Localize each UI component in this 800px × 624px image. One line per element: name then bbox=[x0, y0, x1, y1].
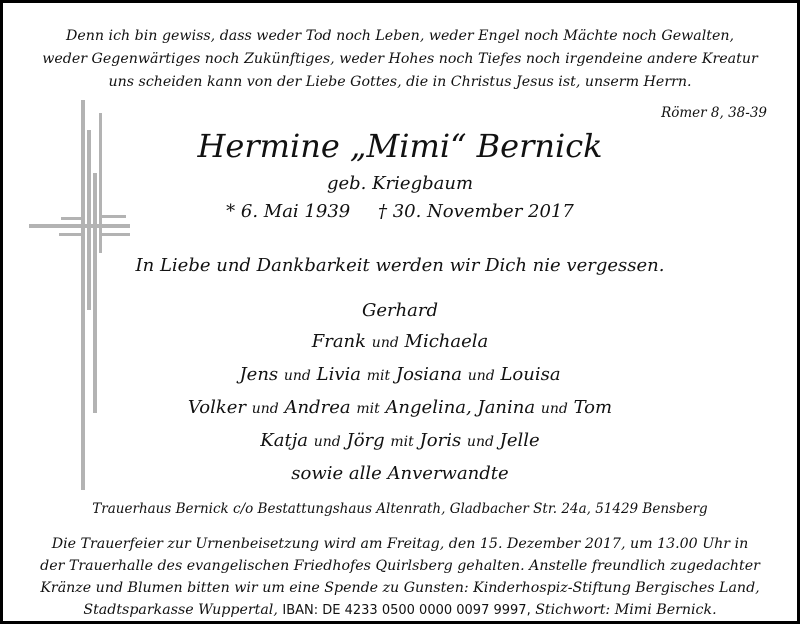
funeral-notice bbox=[17, 533, 783, 622]
family-member: Frank bbox=[311, 331, 367, 352]
family-conjunction: und bbox=[251, 401, 279, 417]
family-member: Volker bbox=[187, 397, 246, 418]
deceased-name: Hermine „Mimi“ Bernick bbox=[197, 127, 603, 165]
family-member: Louisa bbox=[500, 364, 561, 385]
tribute-text: In Liebe und Dankbarkeit werden wir Dich nie vergessen. bbox=[135, 255, 665, 276]
family-member: Michaela bbox=[404, 331, 489, 352]
family-member: Tom bbox=[573, 397, 613, 418]
family-conjunction: mit bbox=[366, 368, 391, 384]
family-conjunction: und bbox=[283, 368, 311, 384]
notice-line: der Trauerhalle des evangelischen Friedhofes Quirlsberg gehalten. Anstelle freundlich zugedachter bbox=[40, 558, 760, 574]
birth-name: geb. Kriegbaum bbox=[326, 173, 474, 194]
family-member: Josiana bbox=[395, 364, 462, 385]
notice-line bbox=[17, 599, 783, 622]
family-conjunction: und bbox=[467, 368, 495, 384]
life-dates bbox=[3, 201, 797, 222]
verse-line: weder Gegenwärtiges noch Zukünftiges, weder Hohes noch Tiefes noch irgendeine andere Kreatur bbox=[42, 51, 758, 67]
family-conjunction: und bbox=[313, 434, 341, 450]
birth-date: * 6. Mai 1939 bbox=[226, 201, 351, 222]
family-member: Gerhard bbox=[361, 300, 439, 321]
donation-keyword: Stichwort: Mimi Bernick. bbox=[530, 602, 717, 618]
verse-reference: Römer 8, 38-39 bbox=[661, 105, 767, 121]
family-member: Livia bbox=[316, 364, 361, 385]
family-row bbox=[3, 458, 797, 489]
family-member: Jörg bbox=[346, 430, 385, 451]
family-row bbox=[3, 295, 797, 326]
family-member: Jelle bbox=[499, 430, 540, 451]
family-row bbox=[3, 326, 797, 359]
family-conjunction: und bbox=[540, 401, 568, 417]
family-conjunction: und bbox=[371, 335, 399, 351]
mourning-address: Trauerhaus Bernick c/o Bestattungshaus Altenrath, Gladbacher Str. 24a, 51429 Bensberg bbox=[92, 501, 708, 517]
family-conjunction: und bbox=[466, 434, 494, 450]
family-member: Katja bbox=[260, 430, 309, 451]
iban: IBAN: DE 4233 0500 0000 0097 9997, bbox=[282, 603, 531, 618]
family-member: Andrea bbox=[284, 397, 351, 418]
family-row bbox=[3, 392, 797, 425]
verse-line: Denn ich bin gewiss, dass weder Tod noch Leben, weder Engel noch Mächte noch Gewalten, bbox=[66, 28, 734, 44]
notice-line: Die Trauerfeier zur Urnenbeisetzung wird am Freitag, den 15. Dezember 2017, um 13.00 Uhr in bbox=[51, 536, 749, 552]
family-list bbox=[3, 295, 797, 489]
family-member: Jens bbox=[239, 364, 279, 385]
verse-line: uns scheiden kann von der Liebe Gottes, die in Christus Jesus ist, unserm Herrn. bbox=[108, 74, 692, 90]
family-row bbox=[3, 359, 797, 392]
family-member: Joris bbox=[419, 430, 462, 451]
family-conjunction: mit bbox=[356, 401, 380, 417]
family-member: Angelina, Janina bbox=[385, 397, 536, 418]
bible-verse bbox=[23, 25, 777, 94]
notice-line: Kränze und Blumen bitten wir um eine Spende zu Gunsten: Kinderhospiz-Stiftung Bergisches Land, bbox=[40, 580, 760, 596]
bank-name: Stadtsparkasse Wuppertal, bbox=[83, 602, 283, 618]
death-date: † 30. November 2017 bbox=[377, 201, 574, 222]
family-member: sowie alle Anverwandte bbox=[291, 463, 509, 484]
family-conjunction: mit bbox=[390, 434, 414, 450]
family-row bbox=[3, 425, 797, 458]
